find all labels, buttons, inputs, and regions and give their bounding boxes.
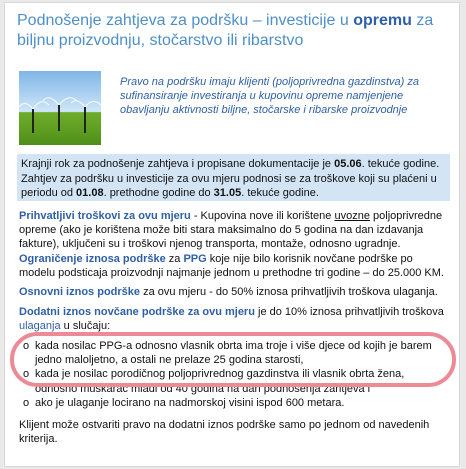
page-title bbox=[17, 11, 447, 51]
list-item: o ako je ulaganje locirano na nadmorskoj visini ispod 600 metara. bbox=[23, 396, 345, 409]
document-page bbox=[4, 2, 460, 467]
additional-amount-paragraph: Dodatni iznos novčane podrške za ovu mjeru je do 10% iznosa prihvatljivih troškova ulaganja u slučaju: bbox=[19, 306, 444, 333]
deadline-box: Krajnji rok za podnošenje zahtjeva i propisane dokumentacije je 05.06. tekuće godine. Zahtjev za podršku u investicije za ovu mjeru podnosi se za troškove koji su plaćeni u periodu od 01.08. prethodne godine do 31.05. tekuće godine. bbox=[17, 154, 450, 201]
ulaganja-word: ulaganja bbox=[19, 320, 61, 333]
title-text: Podnošenje zahtjeva za podršku – investicije u bbox=[17, 12, 354, 29]
sprinkler-illustration bbox=[19, 71, 101, 145]
bullet-marker: o bbox=[23, 396, 30, 409]
basic-amount-heading: Osnovni iznos podrške bbox=[19, 286, 141, 298]
ppg-label: PPG bbox=[183, 253, 207, 265]
underlined-word: uvozne bbox=[334, 210, 370, 222]
eligible-costs-heading: Prihvatljivi troškovi za ovu mjeru bbox=[19, 210, 191, 222]
list-item: o kada nosilac PPG-a odnosno vlasnik obrta ima troje i više djece od kojih je barem jedno maloljetno, a ostali ne prelaze 25 godina starosti, bbox=[23, 340, 432, 367]
irrigation-image bbox=[19, 71, 101, 145]
basic-amount-paragraph: Osnovni iznos podrške za ovu mjeru - do 50% iznosa prihvatljivih troškova ulaganja. bbox=[19, 286, 438, 298]
intro-text: Pravo na podršku imaju klijenti (poljoprivredna gazdinstva) za sufinansiranje investiranja u kupovinu opreme namjenjene obavljanju aktivnosti biljne, stočarske i ribarske proizvodnje bbox=[120, 76, 419, 116]
closing-paragraph: Klijent može ostvariti pravo na dodatni iznos podrške samo po jednom od navedenih kriterija. bbox=[19, 419, 430, 446]
deadline-date-2: 01.08 bbox=[76, 187, 104, 199]
title-highlight: opremu bbox=[353, 12, 412, 29]
bullet-marker: o bbox=[23, 340, 30, 352]
bullet-marker: o bbox=[23, 368, 30, 381]
deadline-date-1: 05.06 bbox=[334, 158, 362, 170]
deadline-date-3: 31.05 bbox=[213, 187, 242, 199]
highlight-circle-annotation bbox=[10, 332, 456, 387]
eligible-costs-paragraph: Prihvatljivi troškovi za ovu mjeru - Kupovina nove ili korištene uvozne poljoprivredne opreme (ako je korištena može biti stara maksimalno do 5 godina na dan izdavanja fakture), uključeni su i troškovi njenog transporta, montaže, odnosno ugradnje. bbox=[19, 210, 443, 251]
list-item: o kada je nosilac porodičnog poljoprivrednog gazdinstva ili vlasnik obrta žena, odnosno muškarac mlađi od 40 godina na dan podnošenja zahtjeva i bbox=[23, 368, 405, 395]
title-text-end: za biljnu proizvodnju, stočarstvo ili ribarstvo bbox=[17, 12, 434, 49]
support-limit-heading: Ograničenje iznosa podrške bbox=[19, 253, 166, 265]
additional-amount-heading: Dodatni iznos novčane podrške za ovu mjeru bbox=[19, 306, 255, 318]
support-limit-paragraph: Ograničenje iznosa podrške za PPG koje nije bilo korisnik novčane podrške po modelu podsticaja proizvodnji najmanje jednom u prethodne tri godine – do 25.000 KM. bbox=[19, 253, 444, 280]
